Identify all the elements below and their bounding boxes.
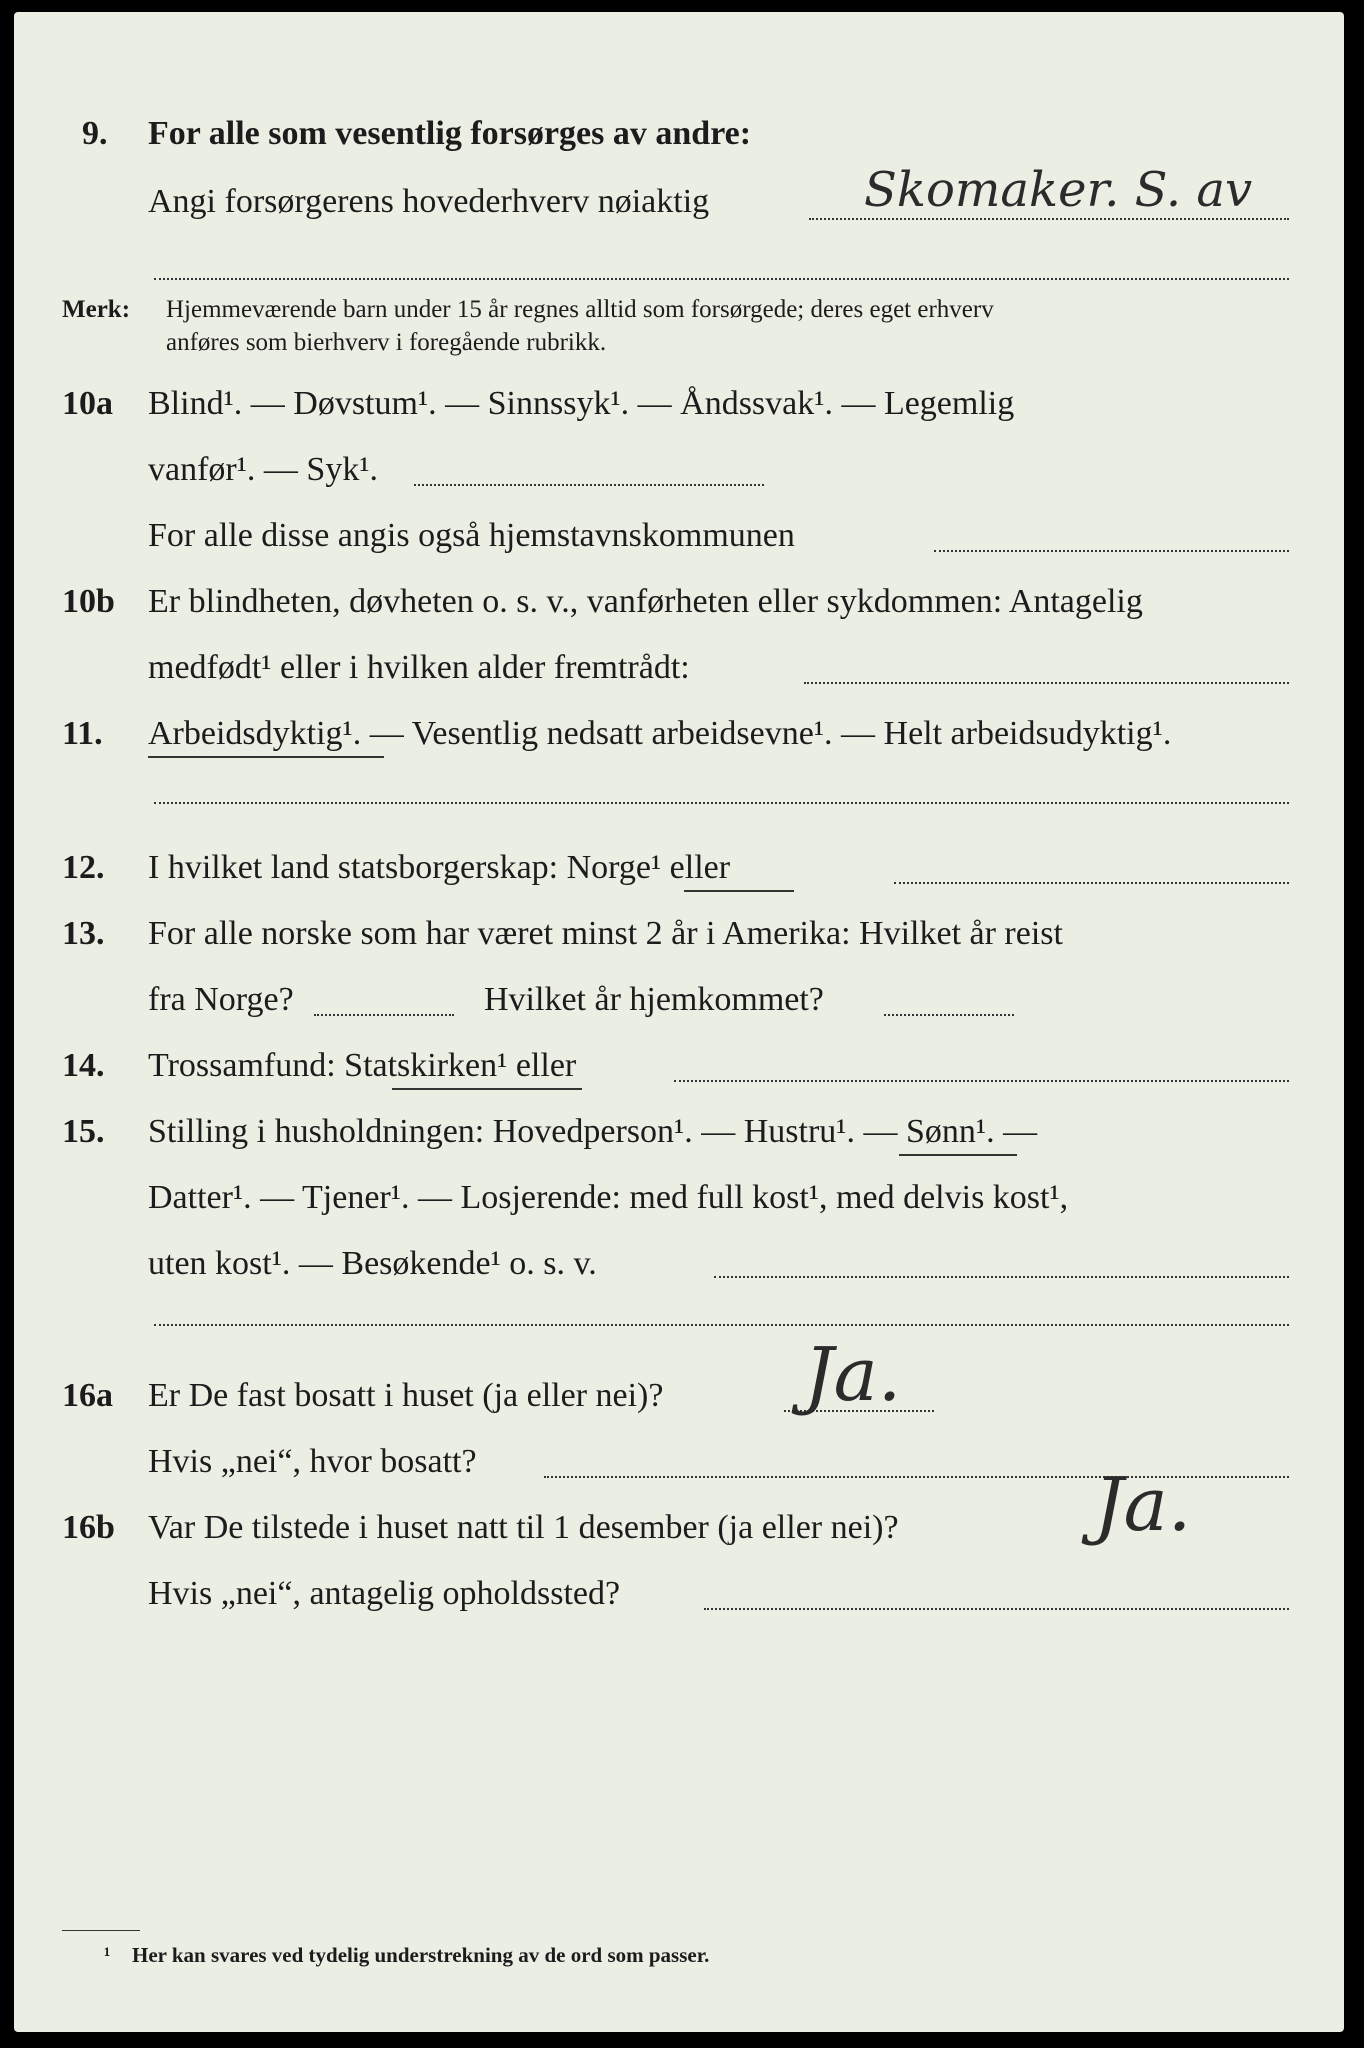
q16a-line1: Er De fast bosatt i huset (ja eller nei)? (148, 1377, 664, 1414)
q15-line2: Datter¹. — Tjener¹. — Losjerende: med full kost¹, med delvis kost¹, (148, 1179, 1069, 1216)
q10a-line2-dots (414, 484, 764, 486)
q12-line1: I hvilket land statsborgerskap: Norge¹ eller (148, 849, 731, 886)
q10b-line2-dots (804, 682, 1289, 684)
q15-line1: Stilling i husholdningen: Hovedperson¹. — Hustru¹. — Sønn¹. — (148, 1113, 1038, 1150)
q16b-line2: Hvis „nei“, antagelig opholdssted? (148, 1575, 621, 1612)
q10a-line3: For alle disse angis også hjemstavnskommunen (148, 517, 795, 554)
q16b-handwritten-answer: Ja. (1094, 1462, 1192, 1548)
q9-line1: For alle som vesentlig forsørges av andre: (148, 115, 752, 152)
q15-line3: uten kost¹. — Besøkende¹ o. s. v. (148, 1245, 597, 1282)
q11-extra-line (154, 802, 1289, 804)
q13-number: 13. (62, 915, 105, 952)
q12-number: 12. (62, 849, 105, 886)
q16a-handwritten-answer: Ja. (804, 1332, 902, 1418)
q16b-line1: Var De tilstede i huset natt til 1 desember (ja eller nei)? (148, 1509, 899, 1546)
merk-line2: anføres som bierhverv i foregående rubrikk. (166, 329, 607, 356)
q13-line1: For alle norske som har været minst 2 år i Amerika: Hvilket år reist (148, 915, 1063, 952)
q11-underline-arbeidsdyktig (148, 756, 384, 758)
q16b-line2-dots (704, 1608, 1289, 1610)
q14-dots (674, 1080, 1289, 1082)
q13-hjemkommet-dots (884, 1014, 1014, 1016)
q14-number: 14. (62, 1047, 105, 1084)
q9-handwritten-answer: Skomaker. S. av (864, 162, 1253, 218)
q10a-line3-dots (934, 550, 1289, 552)
q9-extra-line (154, 278, 1289, 280)
q13-line2b: Hvilket år hjemkommet? (484, 981, 824, 1018)
q15-underline-hustru (899, 1154, 1017, 1156)
q15-number: 15. (62, 1113, 105, 1150)
q10a-line1: Blind¹. — Døvstum¹. — Sinnssyk¹. — Åndssvak¹. — Legemlig (148, 385, 1015, 422)
q11-line1: Arbeidsdyktig¹. — Vesentlig nedsatt arbeidsevne¹. — Helt arbeidsudyktig¹. (148, 715, 1172, 752)
q9-answer-line (809, 218, 1289, 220)
merk-line1: Hjemmeværende barn under 15 år regnes alltid som forsørgede; deres eget erhverv (166, 296, 994, 323)
q10b-line2: medfødt¹ eller i hvilken alder fremtrådt: (148, 649, 690, 686)
footnote-text: Her kan svares ved tydelig understrekning av de ord som passer. (132, 1943, 710, 1967)
q14-line1: Trossamfund: Statskirken¹ eller (148, 1047, 577, 1084)
q16a-number: 16a (62, 1377, 113, 1414)
q10b-line1: Er blindheten, døvheten o. s. v., vanførheten eller sykdommen: Antagelig (148, 583, 1143, 620)
q12-dots (894, 882, 1289, 884)
q15-extra-line (154, 1324, 1289, 1326)
q13-reist-dots (314, 1014, 454, 1016)
q14-underline-statskirken (392, 1088, 582, 1090)
footnote-mark: ¹ (104, 1943, 111, 1967)
q11-number: 11. (62, 715, 103, 752)
q16b-number: 16b (62, 1509, 115, 1546)
q13-line2a: fra Norge? (148, 981, 294, 1018)
merk-label: Merk: (62, 296, 131, 323)
q12-underline-norge (684, 890, 794, 892)
q10a-line2: vanfør¹. — Syk¹. (148, 451, 379, 488)
q10a-number: 10a (62, 385, 113, 422)
q15-line3-dots (714, 1276, 1289, 1278)
q10b-number: 10b (62, 583, 115, 620)
census-form-page (14, 12, 1344, 2032)
q9-line2: Angi forsørgerens hovederhverv nøiaktig (148, 183, 710, 220)
q16a-line2: Hvis „nei“, hvor bosatt? (148, 1443, 477, 1480)
footnote-rule (62, 1930, 140, 1931)
q9-number: 9. (82, 115, 108, 152)
